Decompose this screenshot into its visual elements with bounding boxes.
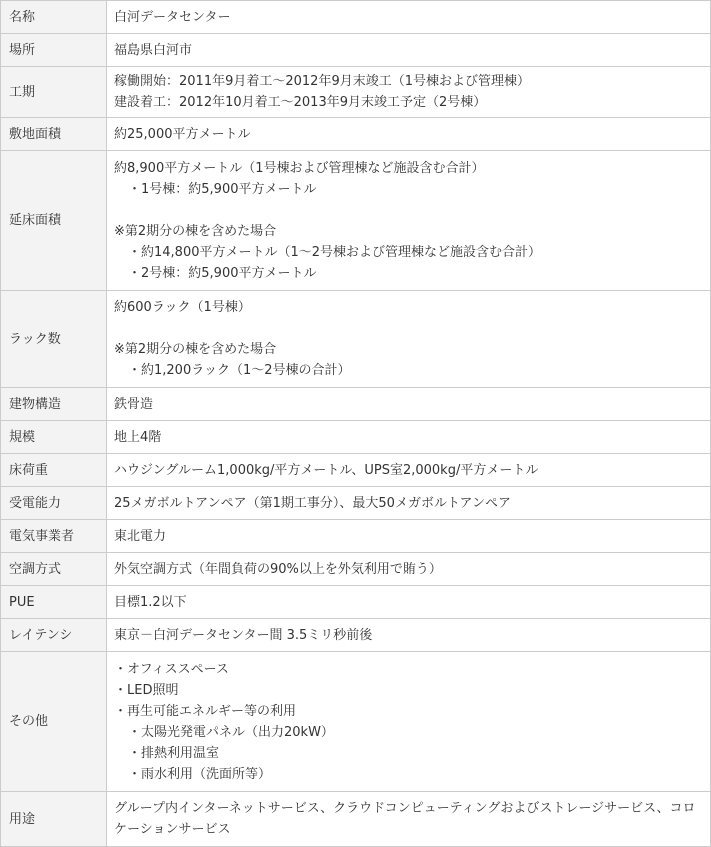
value-line: ・2号棟：約5,900平方メートル bbox=[128, 265, 317, 281]
value-line: ・再生可能エネルギー等の利用 bbox=[114, 703, 297, 719]
value-line: 東北電力 bbox=[114, 528, 167, 544]
row-value bbox=[107, 652, 711, 792]
value-line: ・雨水利用（洗面所等） bbox=[128, 766, 272, 782]
value-line: ・太陽光発電パネル（出力20kW） bbox=[128, 724, 334, 740]
table-row bbox=[1, 619, 711, 652]
row-label: 延床面積 bbox=[1, 151, 107, 291]
row-label: 電気事業者 bbox=[1, 520, 107, 553]
value-line: ※第2期分の棟を含めた場合 bbox=[114, 223, 277, 239]
value-line: 東京－白河データセンター間 3.5ミリ秒前後 bbox=[114, 627, 373, 643]
value-line: 稼働開始：2011年9月着工～2012年9月末竣工（1号棟および管理棟） bbox=[114, 74, 530, 89]
table-row bbox=[1, 291, 711, 388]
row-value bbox=[107, 487, 711, 520]
row-label: レイテンシ bbox=[1, 619, 107, 652]
row-value bbox=[107, 388, 711, 421]
spacer bbox=[114, 200, 703, 221]
value-line: ※第2期分の棟を含めた場合 bbox=[114, 342, 277, 357]
row-label: 建物構造 bbox=[1, 388, 107, 421]
row-value: グループ内インターネットサービス、クラウドコンピューティングおよびストレージサービス、コロケーションサービス bbox=[107, 792, 711, 847]
table-row bbox=[1, 652, 711, 792]
row-value bbox=[107, 421, 711, 454]
value-line: 白河データセンター bbox=[114, 9, 231, 25]
value-line: 福島県白河市 bbox=[114, 42, 193, 58]
row-label: 床荷重 bbox=[1, 454, 107, 487]
table-row bbox=[1, 421, 711, 454]
value-line: 約600ラック（1号棟） bbox=[114, 300, 251, 315]
value-line: 25メガボルトアンペア（第1期工事分）、最大50メガボルトアンペア bbox=[114, 495, 512, 511]
value-line: ・排熱利用温室 bbox=[128, 745, 220, 761]
row-value bbox=[107, 586, 711, 619]
value-line: ・LED照明 bbox=[114, 682, 179, 698]
row-value bbox=[107, 619, 711, 652]
table-row bbox=[1, 454, 711, 487]
row-label: 敷地面積 bbox=[1, 118, 107, 151]
table-row bbox=[1, 151, 711, 291]
row-label: 工期 bbox=[1, 67, 107, 118]
table-row bbox=[1, 1, 711, 34]
row-value bbox=[107, 118, 711, 151]
row-label: PUE bbox=[1, 586, 107, 619]
value-line: 鉄骨造 bbox=[114, 396, 154, 412]
row-value bbox=[107, 34, 711, 67]
row-label: 用途 bbox=[1, 792, 107, 847]
table-row bbox=[1, 67, 711, 118]
row-value bbox=[107, 520, 711, 553]
value-line: ・オフィススペース bbox=[114, 661, 229, 677]
table-row bbox=[1, 792, 711, 847]
table-row bbox=[1, 34, 711, 67]
value-line: 建設着工：2012年10月着工～2013年9月末竣工予定（2号棟） bbox=[114, 95, 487, 110]
value-line: ハウジングルーム1,000kg/平方メートル、UPS室2,000kg/平方メートル bbox=[114, 462, 539, 478]
row-label: 規模 bbox=[1, 421, 107, 454]
row-label: 受電能力 bbox=[1, 487, 107, 520]
table-row bbox=[1, 586, 711, 619]
row-value bbox=[107, 67, 711, 118]
value-line: 外気空調方式（年間負荷の90%以上を外気利用で賄う） bbox=[114, 561, 442, 577]
table-row bbox=[1, 553, 711, 586]
row-label: 名称 bbox=[1, 1, 107, 34]
row-label: ラック数 bbox=[1, 291, 107, 388]
table-row bbox=[1, 118, 711, 151]
value-line: ・約1,200ラック（1～2号棟の合計） bbox=[128, 363, 351, 378]
value-line: ・約14,800平方メートル（1～2号棟および管理棟など施設含む合計） bbox=[128, 244, 542, 260]
table-row bbox=[1, 487, 711, 520]
value-line: 地上4階 bbox=[114, 429, 162, 445]
row-label: 空調方式 bbox=[1, 553, 107, 586]
spacer bbox=[114, 318, 703, 339]
value-line: 目標1.2以下 bbox=[114, 594, 187, 610]
table-row bbox=[1, 388, 711, 421]
row-label: 場所 bbox=[1, 34, 107, 67]
table-row bbox=[1, 520, 711, 553]
row-value bbox=[107, 454, 711, 487]
row-value bbox=[107, 553, 711, 586]
value-line: 約8,900平方メートル（1号棟および管理棟など施設含む合計） bbox=[114, 160, 485, 176]
value-line: 約25,000平方メートル bbox=[114, 126, 251, 142]
value-line: ・1号棟：約5,900平方メートル bbox=[128, 181, 317, 197]
row-value bbox=[107, 291, 711, 388]
row-value bbox=[107, 151, 711, 291]
row-value bbox=[107, 1, 711, 34]
row-label: その他 bbox=[1, 652, 107, 792]
